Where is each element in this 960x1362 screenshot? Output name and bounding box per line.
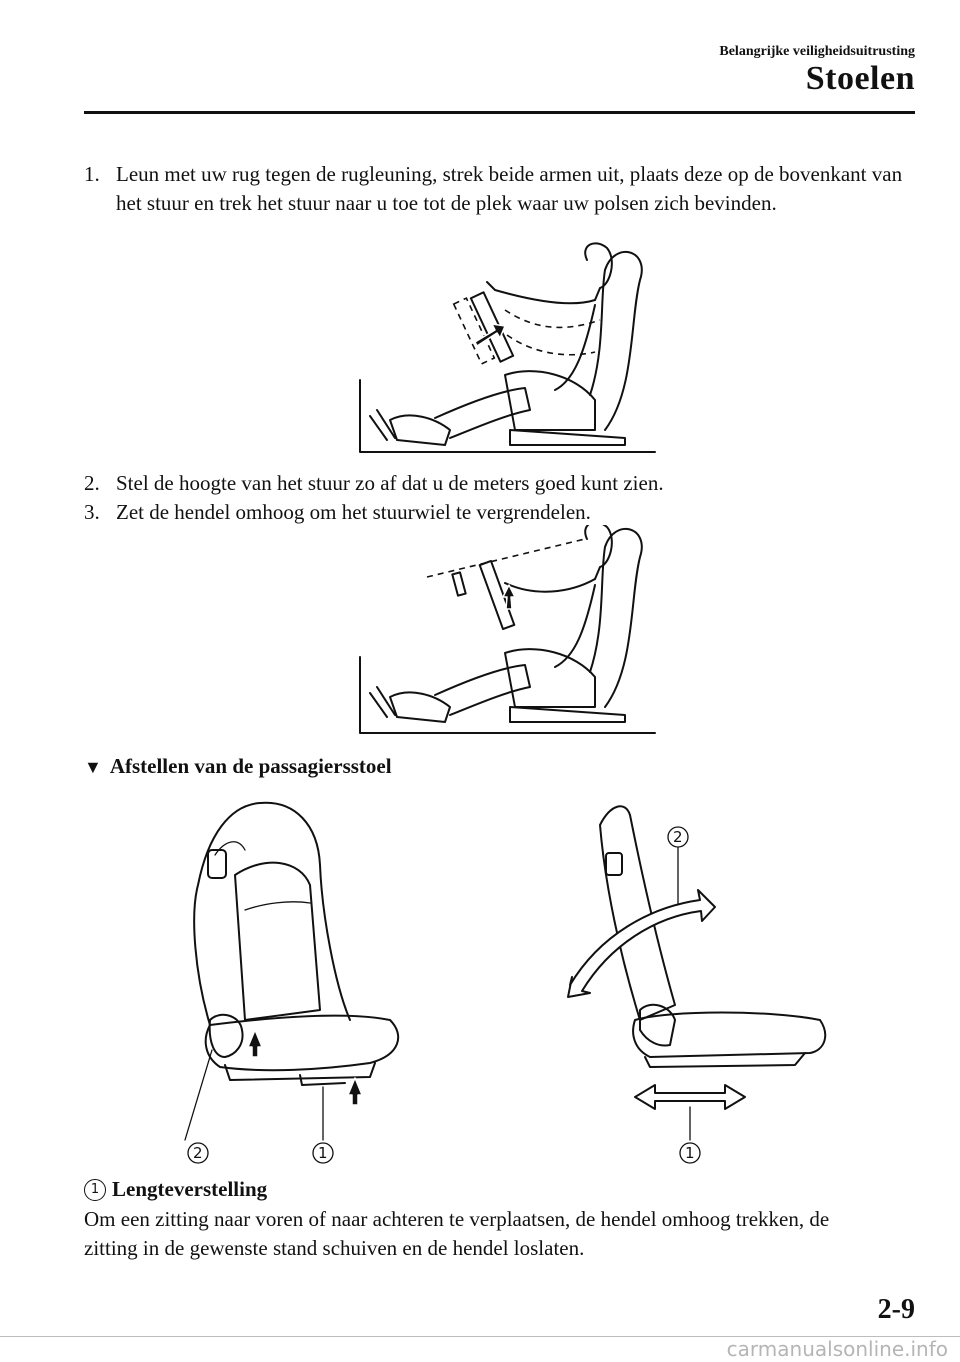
page-number: 2-9: [877, 1294, 915, 1325]
driver-head: [585, 243, 612, 300]
header-rule: [84, 111, 915, 114]
driver-sightline-illustration: [355, 525, 665, 737]
seat-front-view: [185, 803, 398, 1163]
step-text: Leun met uw rug tegen de rugleuning, strek beide armen uit, plaats deze op de bovenkant van het stuur en trek het stuur naar u toe tot de plek waar uw polsen zich bevinden.: [116, 162, 903, 215]
front-bar-lever: [300, 1075, 345, 1085]
up-arrow-icon: [248, 1030, 262, 1057]
step-number: 2.: [84, 471, 100, 495]
slide-arrow-icon: [635, 1085, 745, 1109]
svg-text:1: 1: [685, 1144, 695, 1162]
step-text: Stel de hoogte van het stuur zo af dat u de meters goed kunt zien.: [116, 471, 664, 495]
step-1: [84, 160, 906, 218]
page-section-title: Stoelen: [805, 60, 915, 97]
steering-wheel: [471, 292, 513, 361]
seat-cushion-front: [206, 1016, 399, 1070]
driver-foot: [390, 415, 450, 445]
side-lever: [210, 1015, 243, 1057]
item-title: Lengteverstelling: [112, 1177, 268, 1201]
triangle-marker-icon: ▼: [84, 757, 102, 777]
step-number: 1.: [84, 162, 100, 186]
step-2: [84, 469, 906, 498]
item-number-circle: 1: [84, 1179, 106, 1201]
step-number: 3.: [84, 500, 100, 524]
meter-panel: [452, 572, 465, 595]
subheading-text: Afstellen van de passagiersstoel: [109, 754, 392, 778]
sightline: [427, 539, 585, 577]
seat-back: [590, 252, 642, 430]
step-text: Zet de hendel omhoog om het stuurwiel te vergrendelen.: [116, 500, 591, 524]
lever-up-arrow-icon: [503, 585, 515, 609]
step-3: [84, 498, 906, 527]
up-arrow-icon: [348, 1078, 362, 1105]
svg-text:2: 2: [673, 828, 683, 846]
seat-cushion: [505, 371, 595, 430]
subheading: [84, 754, 392, 779]
driver-reach-wheel-illustration: [355, 240, 665, 455]
seat-side-view: [568, 806, 825, 1163]
svg-text:2: 2: [193, 1144, 203, 1162]
item-heading: [84, 1177, 267, 1202]
driver-arm: [487, 282, 595, 303]
passenger-seat-adjustment-figure: [170, 795, 840, 1175]
recline-arrow-icon: [568, 890, 715, 997]
running-header-section: Belangrijke veiligheidsuitrusting: [719, 44, 915, 59]
item-description: Om een zitting naar voren of naar achteren te verplaatsen, de hendel omhoog trekken, de zitting in de gewenste stand schuiven en de hendel loslaten.: [84, 1207, 830, 1260]
watermark: carmanualsonline.info: [726, 1337, 948, 1361]
svg-text:1: 1: [318, 1144, 328, 1162]
